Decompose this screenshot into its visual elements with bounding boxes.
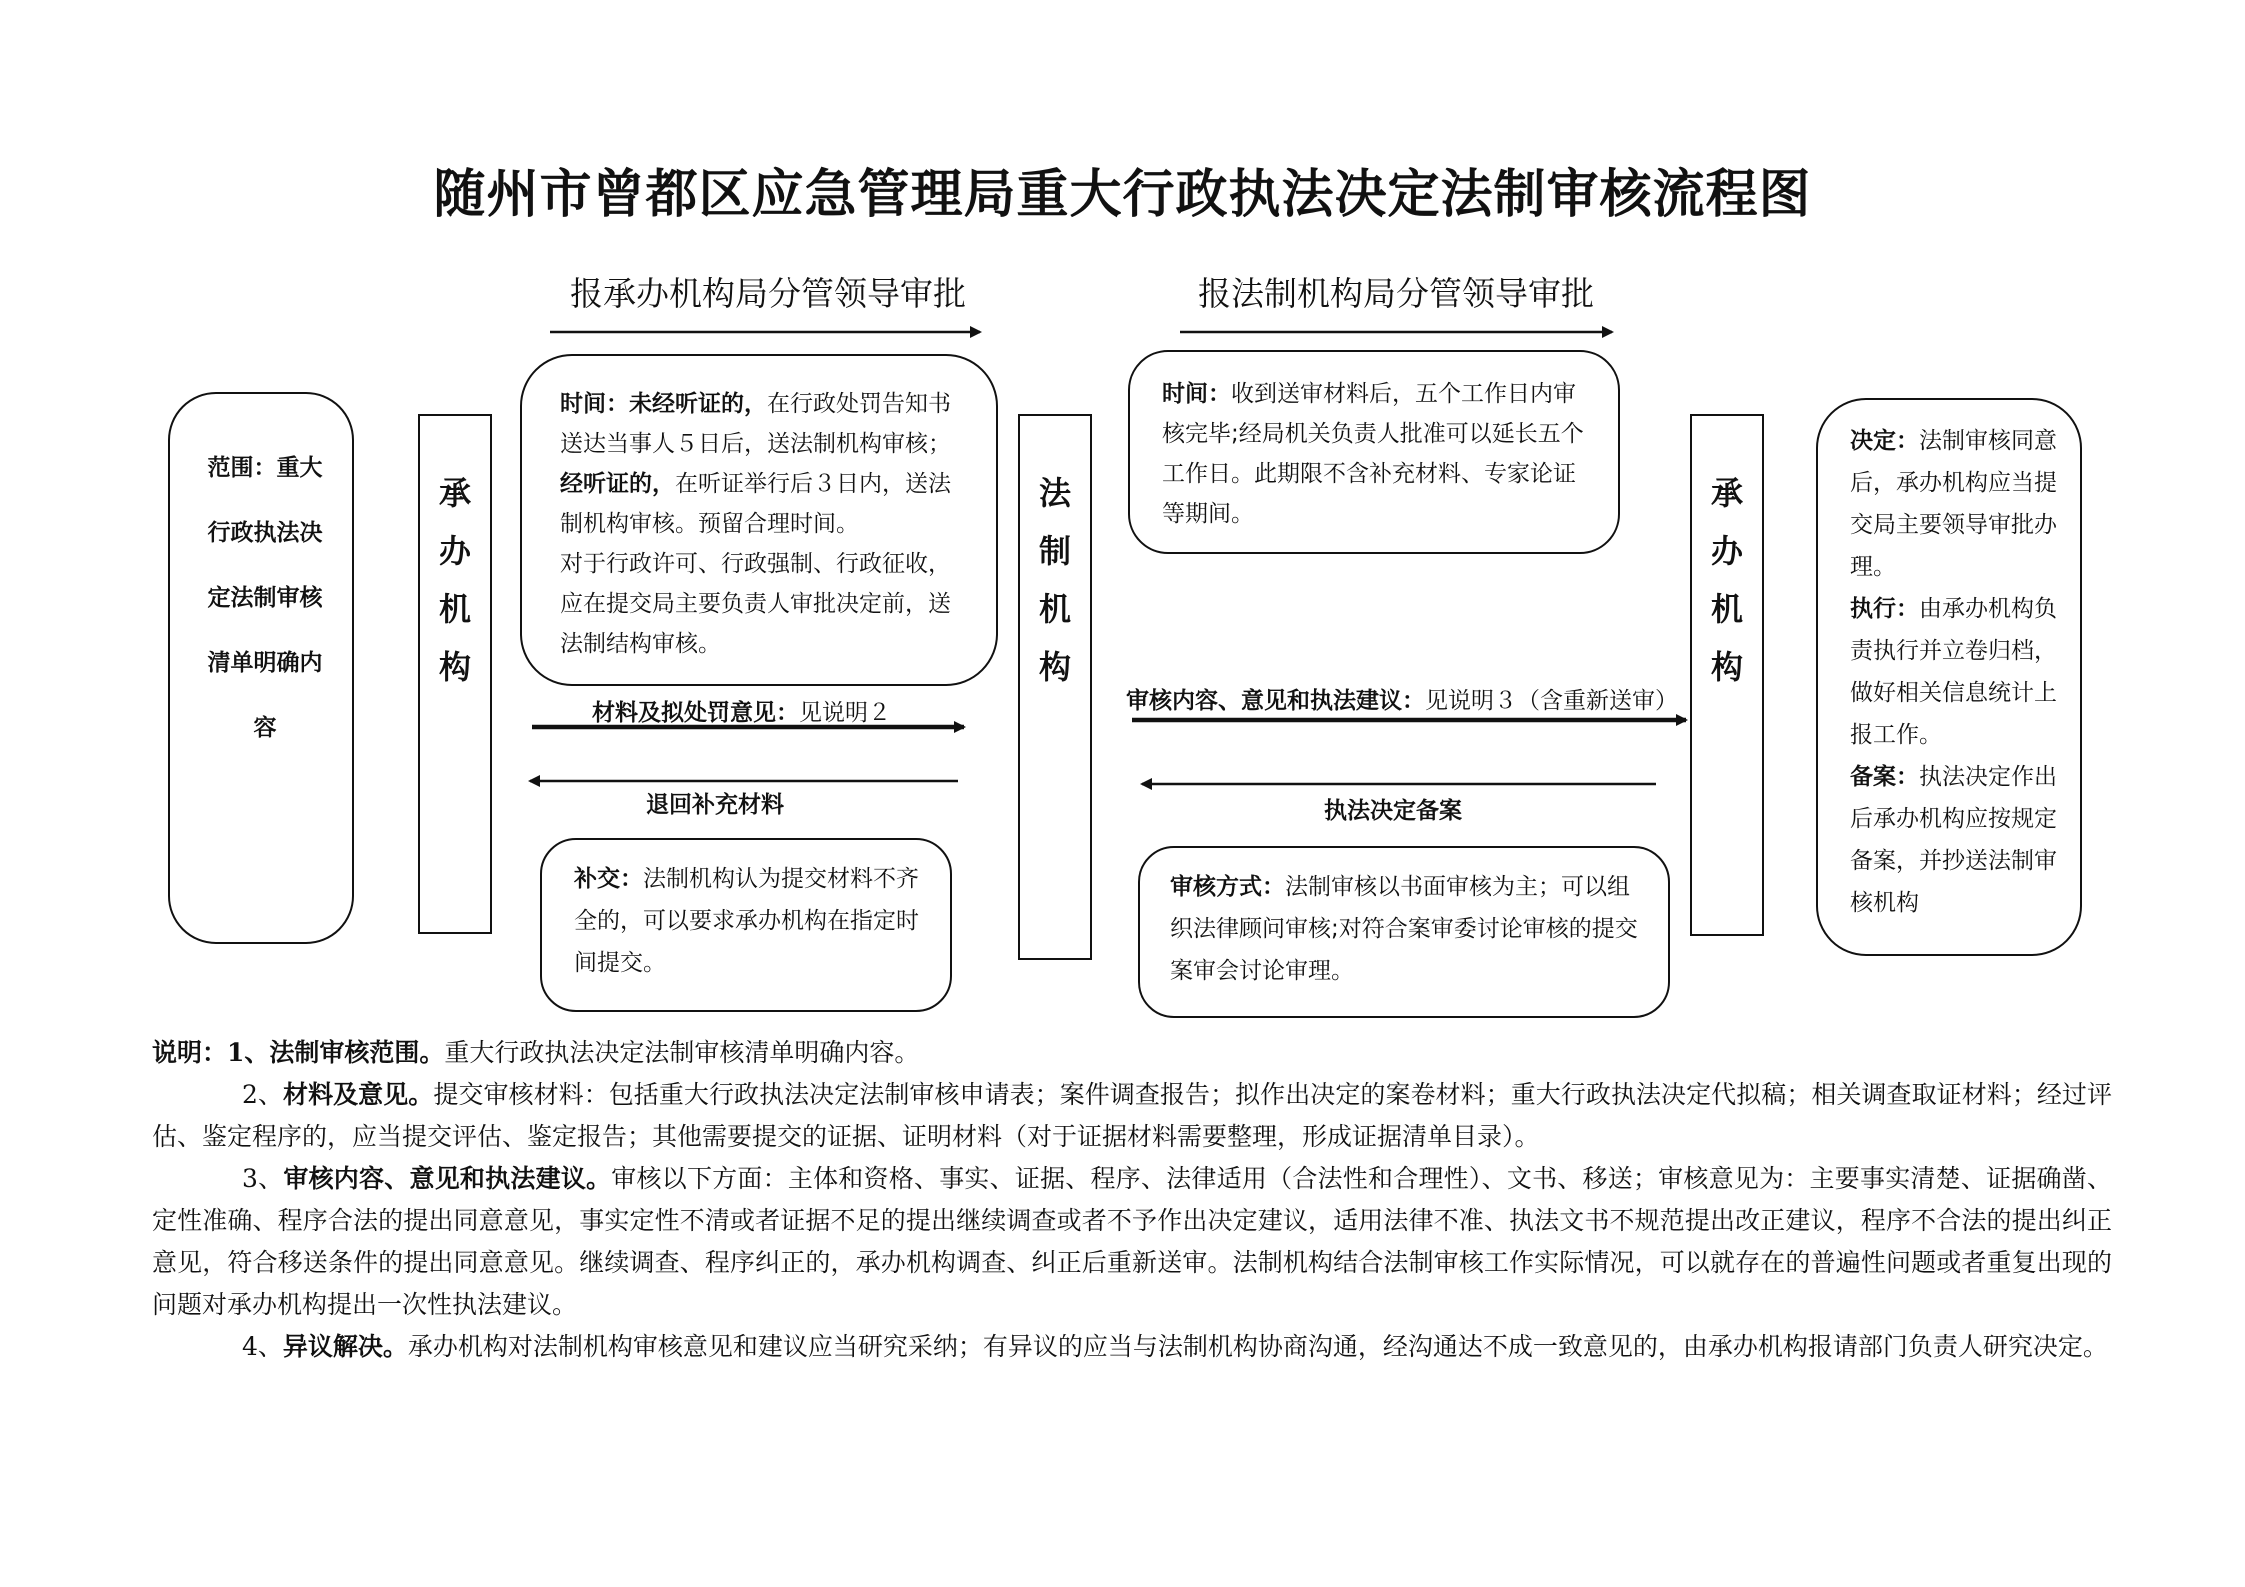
method-label: 审核方式：: [1170, 874, 1285, 900]
column-handling-agency-right: [1690, 414, 1764, 936]
time-box-right: [1128, 350, 1620, 554]
time-text-permit: 对于行政许可、行政强制、行政征收，应在提交局主要负责人审批决定前，送法制结构审核。: [560, 551, 951, 657]
note-3: [152, 1158, 2112, 1326]
note-1-heading: 法制审核范围。: [269, 1038, 445, 1067]
notes-section: [152, 1032, 2112, 1368]
note-4-prefix: 4、: [242, 1332, 283, 1361]
note-4: [152, 1326, 2112, 1368]
note-2-prefix: 2、: [242, 1080, 284, 1109]
note-1-prefix: 说明：1、: [152, 1038, 270, 1067]
note-3-prefix: 3、: [242, 1164, 284, 1193]
scope-line: 范围：重大: [207, 455, 323, 481]
note-1-text: 重大行政执法决定法制审核清单明确内容。: [444, 1038, 920, 1067]
decision-label: 决定：: [1850, 428, 1919, 454]
column-label: 承办机构: [439, 474, 472, 686]
materials-label-bold: 材料及拟处罚意见：: [592, 700, 799, 726]
column-label: 承办机构: [1711, 474, 1744, 686]
method-box: [1138, 846, 1670, 1018]
supplement-box: [540, 838, 952, 1012]
scope-line: 定法制审核: [207, 585, 323, 611]
note-2-heading: 材料及意见。: [283, 1080, 434, 1109]
note-4-heading: 异议解决。: [282, 1332, 408, 1361]
time-label: 时间：: [1162, 381, 1231, 407]
top-label-right: 报法制机构局分管领导审批: [1198, 274, 1594, 313]
scope-line: 行政执法决: [207, 520, 323, 546]
review-label: [1126, 682, 1678, 715]
execute-text: 由承办机构负责执行并立卷归档，做好相关信息统计上报工作。: [1850, 596, 2057, 748]
column-label: 法制机构: [1039, 474, 1072, 686]
materials-label-text: 见说明２: [799, 700, 891, 726]
scope-line: 清单明确内: [207, 650, 323, 676]
time-text-unheard: 在行政处罚告知书送达当事人５日后，送法制机构审核；: [560, 391, 951, 457]
filing-text: 执法决定作出后承办机构应按规定备案，并抄送法制审核机构: [1850, 764, 2057, 916]
column-handling-agency-left: [418, 414, 492, 934]
review-label-bold: 审核内容、意见和执法建议：: [1126, 688, 1425, 714]
column-legal-agency: [1018, 414, 1092, 960]
top-label-left: 报承办机构局分管领导审批: [570, 274, 966, 313]
time-label-unheard: 时间：未经听证的，: [560, 391, 767, 417]
decision-text: 法制审核同意后，承办机构应当提交局主要领导审批办理。: [1850, 428, 2057, 580]
page-title: 随州市曾都区应急管理局重大行政执法决定法制审核流程图: [433, 164, 1812, 225]
method-text: 法制审核以书面审核为主；可以组织法律顾问审核;对符合案审委讨论审核的提交案审会讨论审理。: [1170, 874, 1638, 984]
time-text: 收到送审材料后，五个工作日内审核完毕;经局机关负责人批准可以延长五个工作日。此期限不含补充材料、专家论证等期间。: [1162, 381, 1584, 527]
filing-label: 备案：: [1850, 764, 1919, 790]
supplement-label: 补交：: [574, 866, 643, 892]
note-1: [152, 1032, 2112, 1074]
note-2: [152, 1074, 2112, 1158]
time-box-left: [520, 354, 998, 686]
note-4-text: 承办机构对法制机构审核意见和建议应当研究采纳；有异议的应当与法制机构协商沟通，经沟通达不成一致意见的，由承办机构报请部门负责人研究决定。: [407, 1332, 2108, 1361]
return-label: 退回补充材料: [646, 792, 784, 818]
note-3-heading: 审核内容、意见和执法建议。: [283, 1164, 612, 1193]
materials-label: [592, 694, 891, 727]
scope-line: 容: [253, 715, 277, 741]
time-label-heard: 经听证的，: [560, 471, 675, 497]
review-label-text: 见说明３（含重新送审）: [1425, 688, 1678, 714]
time-text-heard: 在听证举行后３日内，送法制机构审核。预留合理时间。: [560, 471, 951, 537]
scope-box: [168, 392, 354, 944]
filing-flow-label: 执法决定备案: [1324, 798, 1462, 824]
execute-label: 执行：: [1850, 596, 1919, 622]
note-2-text: 提交审核材料：包括重大行政执法决定法制审核申请表；案件调查报告；拟作出决定的案卷材料；重大行政执法决定代拟稿；相关调查取证材料；经过评估、鉴定程序的，应当提交评估、鉴定报告；其他需要提交的证据、证明材料（对于证据材料需要整理，形成证据清单目录）。: [152, 1080, 2112, 1151]
decision-box: [1816, 398, 2082, 956]
note-3-text: 审核以下方面：主体和资格、事实、证据、程序、法律适用（合法性和合理性）、文书、移送；审核意见为：主要事实清楚、证据确凿、定性准确、程序合法的提出同意意见，事实定性不清或者证据不足的提出继续调查或者不予作出决定建议，适用法律不准、执法文书不规范提出改正建议，程序不合法的提出纠正意见，符合移送条件的提出同意意见。继续调查、程序纠正的，承办机构调查、纠正后重新送审。法制机构结合法制审核工作实际情况，可以就存在的普遍性问题或者重复出现的问题对承办机构提出一次性执法建议。: [152, 1164, 2112, 1319]
supplement-text: 法制机构认为提交材料不齐全的，可以要求承办机构在指定时间提交。: [574, 866, 919, 976]
